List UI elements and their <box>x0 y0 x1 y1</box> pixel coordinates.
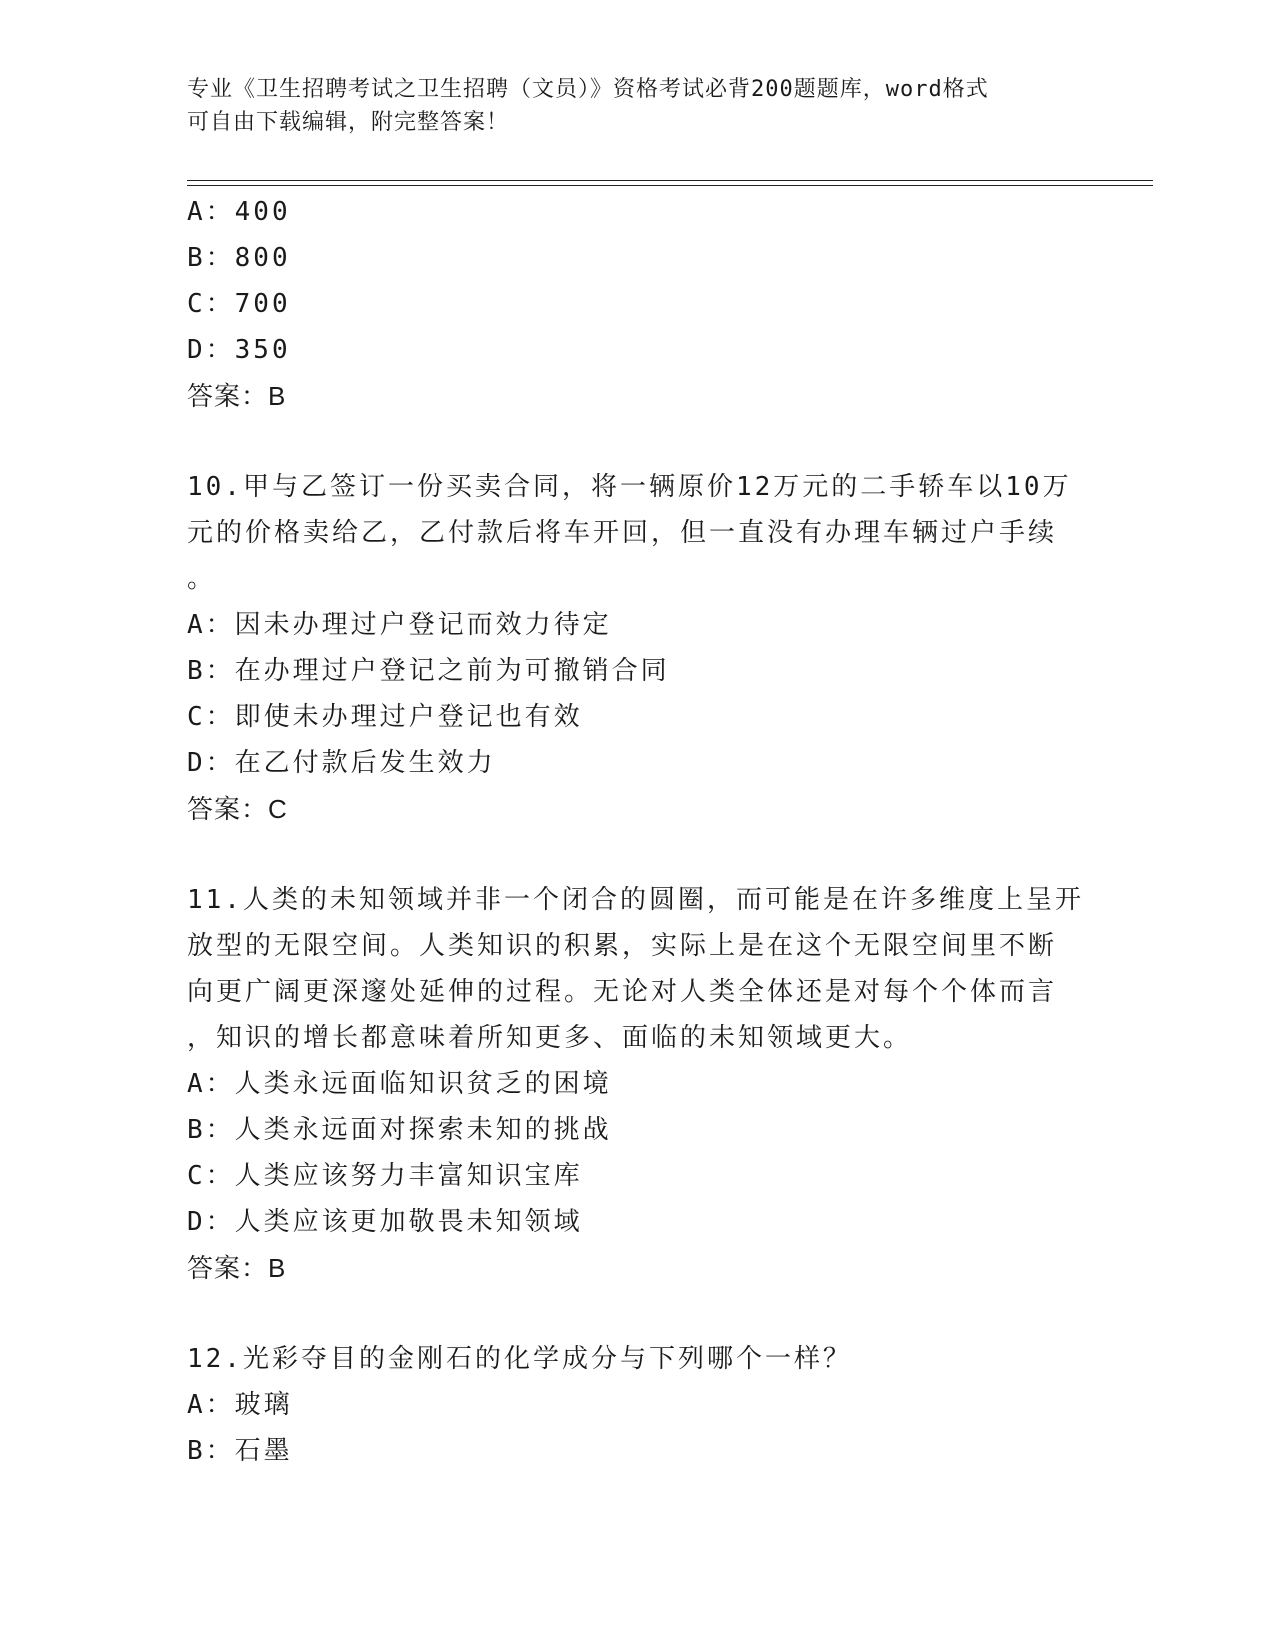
question-spacer <box>187 832 1087 877</box>
question-stem-line: 12.光彩夺目的金刚石的化学成分与下列哪个一样？ <box>187 1344 852 1374</box>
option-d: D：350 <box>187 335 291 365</box>
question-stem-line: 10.甲与乙签订一份买卖合同，将一辆原价12万元的二手轿车以10万 <box>187 472 1072 502</box>
question-stem-line: 放型的无限空间。人类知识的积累，实际上是在这个无限空间里不断 <box>187 931 1058 961</box>
option-c: C：即使未办理过户登记也有效 <box>187 702 583 732</box>
option-c: C：700 <box>187 289 291 319</box>
option-c: C：人类应该努力丰富知识宝库 <box>187 1161 583 1191</box>
answer: 答案：C <box>187 794 288 824</box>
header-rule-bottom <box>187 185 1153 186</box>
option-d: D：在乙付款后发生效力 <box>187 748 496 778</box>
question-list <box>187 189 1087 1474</box>
question-12 <box>187 1336 1087 1474</box>
answer: 答案：B <box>187 1253 287 1283</box>
answer: 答案：B <box>187 381 287 411</box>
option-b: B：石墨 <box>187 1436 293 1466</box>
header-rule-top <box>187 180 1153 181</box>
option-b: B：800 <box>187 243 291 273</box>
question-spacer <box>187 1291 1087 1336</box>
header-line-2: 可自由下载编辑，附完整答案！ <box>187 110 510 135</box>
question-stem-line: 。 <box>187 564 217 594</box>
option-a: A：人类永远面临知识贫乏的困境 <box>187 1069 612 1099</box>
question-spacer <box>187 419 1087 464</box>
option-b: B：人类永远面对探索未知的挑战 <box>187 1115 612 1145</box>
option-d: D：人类应该更加敬畏未知领域 <box>187 1207 583 1237</box>
question-stem-line: ，知识的增长都意味着所知更多、面临的未知领域更大。 <box>187 1023 913 1053</box>
option-a: A：因未办理过户登记而效力待定 <box>187 610 612 640</box>
option-a: A：玻璃 <box>187 1390 293 1420</box>
header-line-1: 专业《卫生招聘考试之卫生招聘（文员）》资格考试必背200题题库，word格式 <box>187 77 989 102</box>
option-a: A：400 <box>187 197 291 227</box>
document-header <box>187 73 1087 139</box>
question-stem-line: 向更广阔更深邃处延伸的过程。无论对人类全体还是对每个个体而言 <box>187 977 1058 1007</box>
question-9 <box>187 189 1087 419</box>
option-b: B：在办理过户登记之前为可撤销合同 <box>187 656 670 686</box>
question-stem-line: 11.人类的未知领域并非一个闭合的圆圈，而可能是在许多维度上呈开 <box>187 885 1084 915</box>
question-10 <box>187 464 1087 832</box>
question-11 <box>187 877 1087 1291</box>
question-stem-line: 元的价格卖给乙，乙付款后将车开回，但一直没有办理车辆过户手续 <box>187 518 1058 548</box>
